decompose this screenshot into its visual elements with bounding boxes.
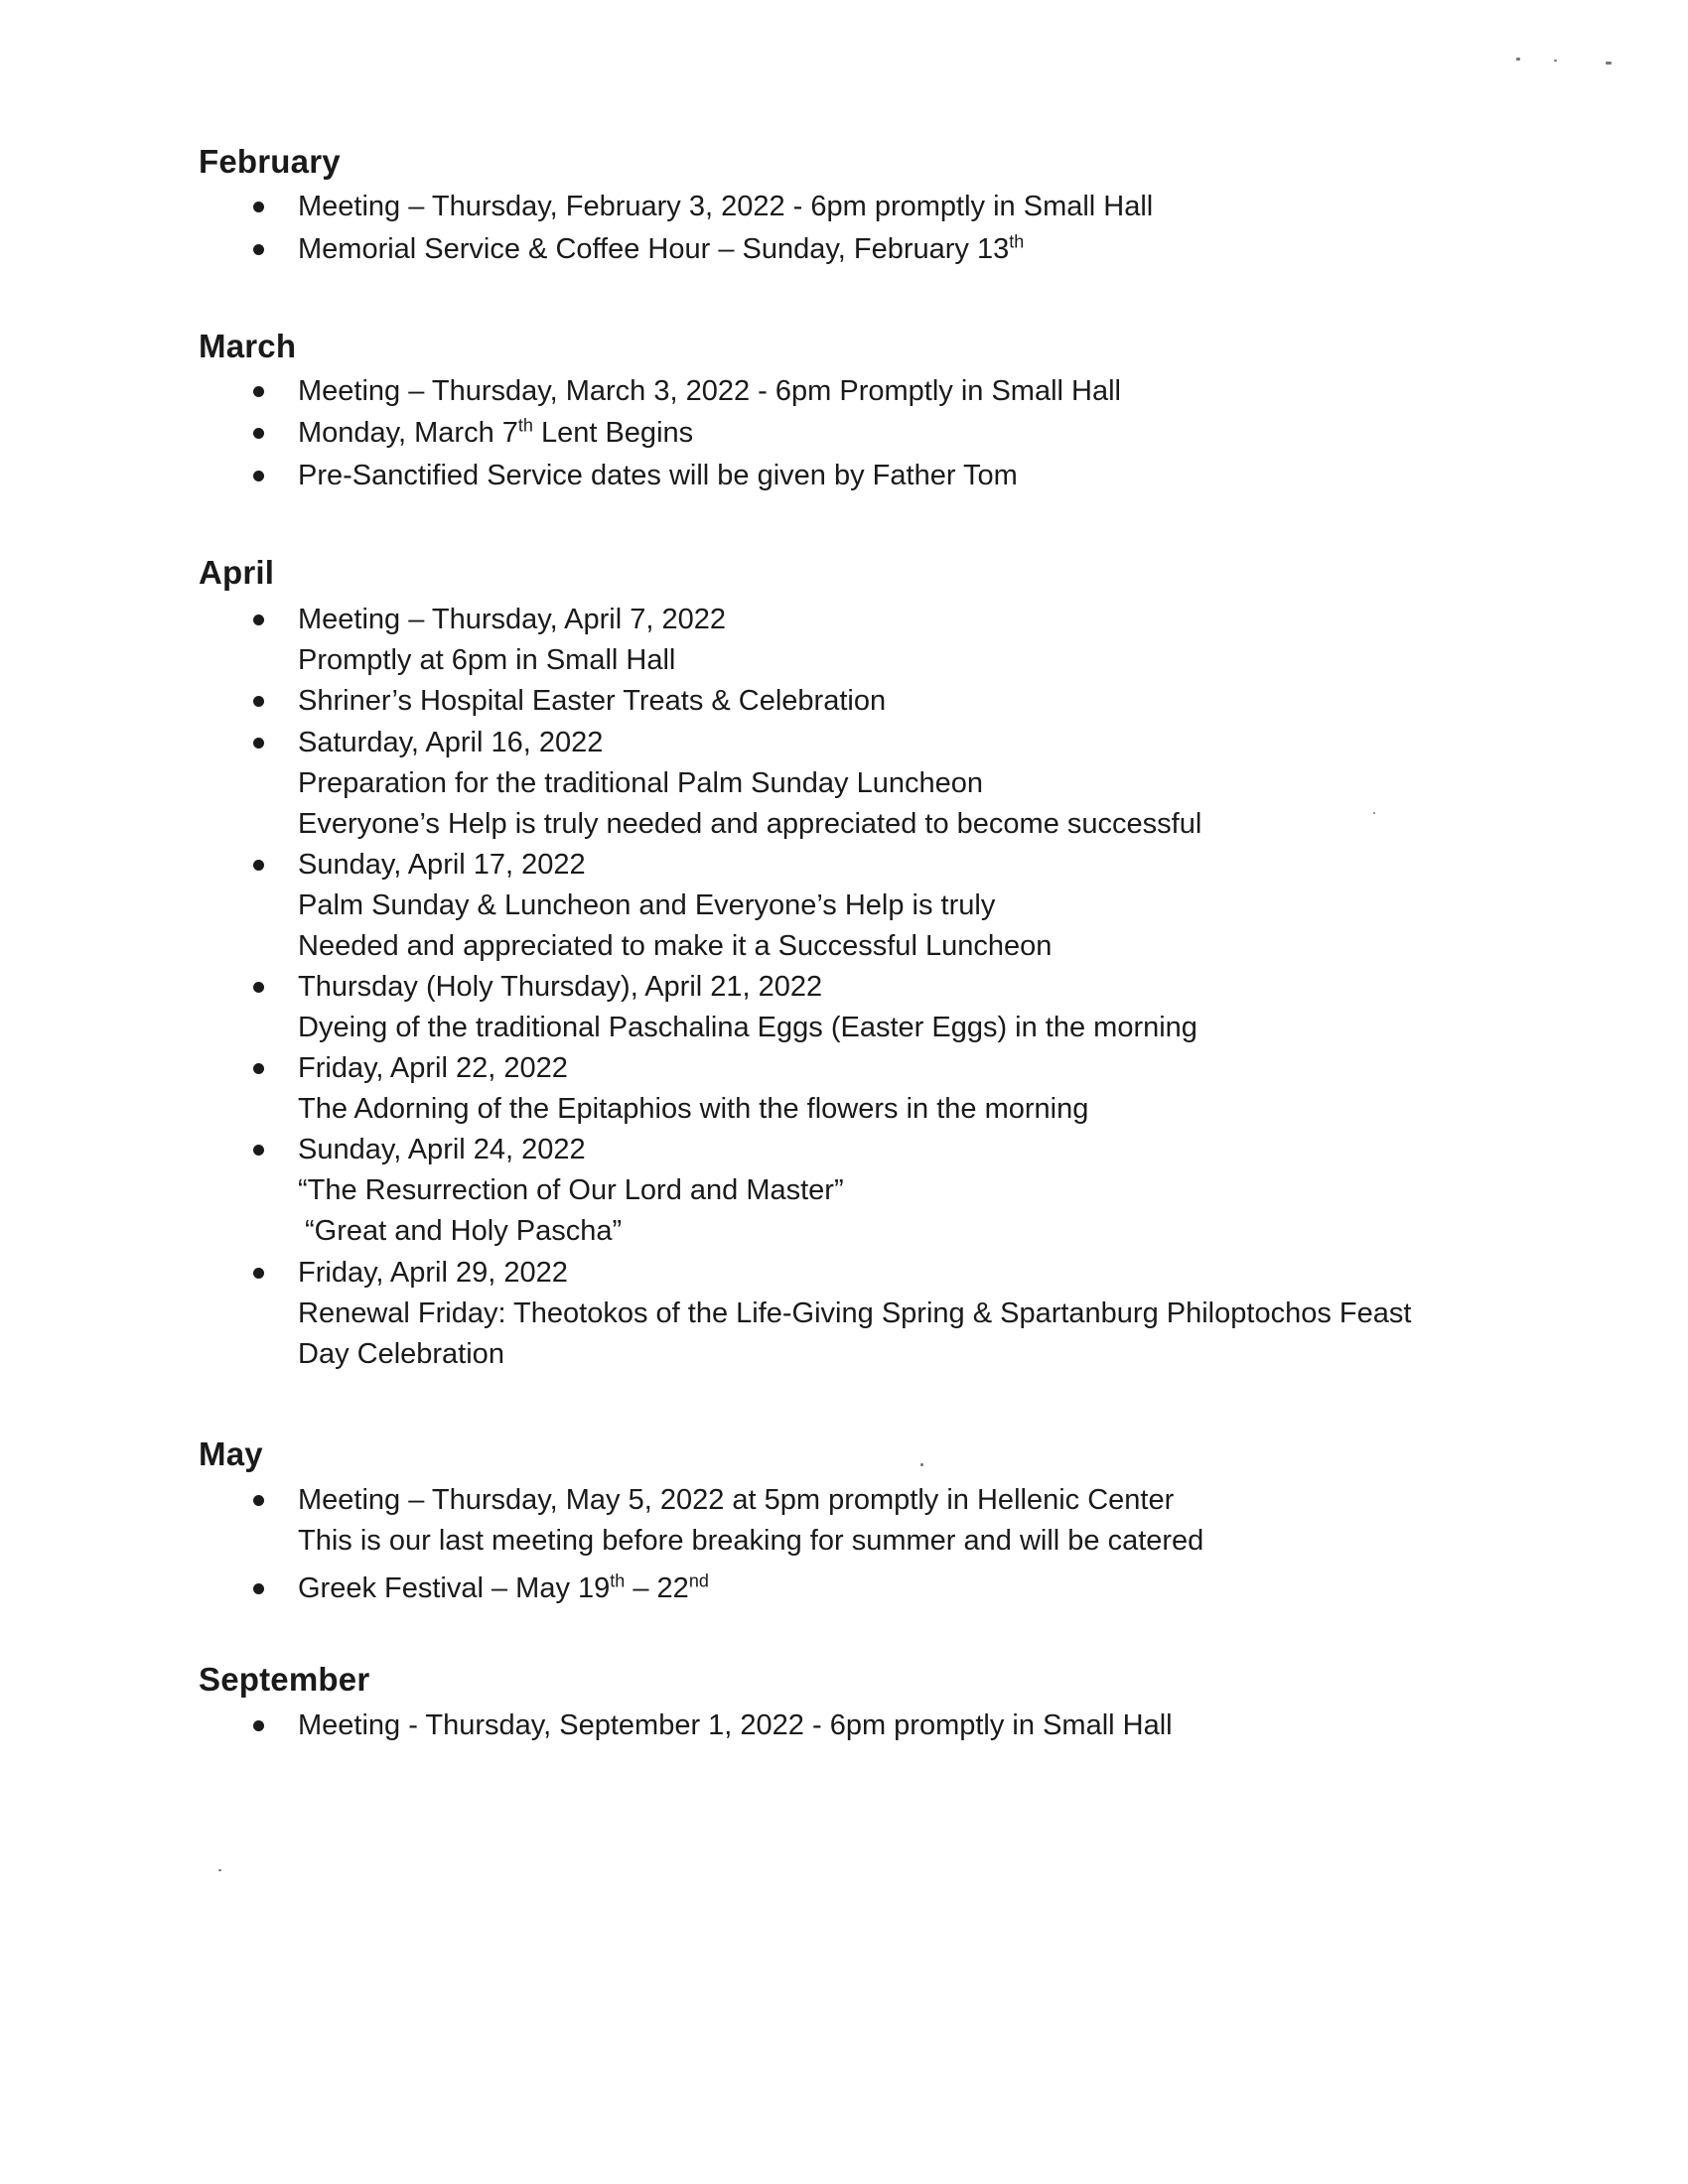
bullet-icon [253,860,264,871]
item-text: Greek Festival – May 19th – 22nd [298,1570,709,1604]
bullet-icon [253,738,264,749]
item-text: Meeting - Thursday, September 1, 2022 - 6pm promptly in Small Hall [298,1709,1173,1741]
bullet-icon [253,1063,264,1074]
item-text: Pre-Sanctified Service dates will be given by Father Tom [298,460,1018,491]
item-text: Monday, March 7th Lent Begins [298,415,694,449]
item-text: Friday, April 22, 2022 [298,1052,568,1084]
item-detail: Dyeing of the traditional Paschalina Eggs (Easter Eggs) in the morning [298,1012,1197,1043]
item-text: Meeting – Thursday, February 3, 2022 - 6pm promptly in Small Hall [298,191,1154,222]
item-text: Shriner’s Hospital Easter Treats & Celebration [298,685,887,717]
bullet-icon [253,471,264,481]
list-item [298,681,1549,722]
list-item [298,371,1549,412]
list-item [298,1130,1549,1252]
list-item [298,413,1549,454]
list-item [298,967,1549,1048]
scan-speck [218,1869,221,1871]
bullet-icon [253,244,264,255]
bullet-icon [253,1145,264,1156]
bullet-icon [253,696,264,707]
list-item [298,1048,1549,1130]
item-detail: “The Resurrection of Our Lord and Master” [298,1174,844,1206]
scan-speck [1516,58,1520,61]
list-item [298,229,1549,270]
item-text: Sunday, April 24, 2022 [298,1134,586,1165]
item-text: Friday, April 29, 2022 [298,1257,568,1289]
item-text: Meeting – Thursday, March 3, 2022 - 6pm Promptly in Small Hall [298,375,1121,407]
item-detail: Day Celebration [298,1338,504,1370]
month-heading-september: September [199,1661,370,1698]
month-heading-may: May [199,1435,263,1472]
list-item [298,1253,1549,1375]
month-heading-april: April [199,554,275,591]
bullet-icon [253,614,264,625]
item-text: Thursday (Holy Thursday), April 21, 2022 [298,971,823,1003]
item-detail: This is our last meeting before breaking for summer and will be catered [298,1525,1204,1557]
list-item [298,600,1549,681]
item-text: Sunday, April 17, 2022 [298,849,586,881]
list-item [298,456,1549,496]
item-detail: Promptly at 6pm in Small Hall [298,644,676,676]
item-detail: The Adorning of the Epitaphios with the flowers in the morning [298,1093,1089,1125]
item-detail: Preparation for the traditional Palm Sunday Luncheon [298,767,983,799]
list-item [298,1480,1549,1562]
bullet-icon [253,386,264,397]
item-detail: Needed and appreciated to make it a Successful Luncheon [298,930,1053,962]
item-detail: “Great and Holy Pascha” [305,1215,623,1247]
item-text: Saturday, April 16, 2022 [298,727,604,758]
item-detail: Renewal Friday: Theotokos of the Life-Giving Spring & Spartanburg Philoptochos Feast [298,1297,1412,1329]
item-text: Meeting – Thursday, April 7, 2022 [298,604,726,635]
bullet-icon [253,1720,264,1731]
bullet-icon [253,202,264,212]
item-text: Memorial Service & Coffee Hour – Sunday, February 13th [298,231,1025,265]
list-item [298,187,1549,227]
month-heading-march: March [199,328,297,364]
list-item [298,845,1549,967]
bullet-icon [253,428,264,439]
item-detail: Palm Sunday & Luncheon and Everyone’s Help is truly [298,889,996,921]
month-heading-february: February [199,143,341,180]
scan-speck [1606,62,1612,65]
bullet-icon [253,1583,264,1594]
bullet-icon [253,1268,264,1279]
bullet-icon [253,1495,264,1506]
scan-speck [1554,60,1557,62]
list-item [298,1706,1549,1746]
scan-speck [920,1463,923,1466]
bullet-icon [253,982,264,993]
list-item [298,723,1549,845]
list-item [298,1569,1549,1609]
item-text: Meeting – Thursday, May 5, 2022 at 5pm promptly in Hellenic Center [298,1484,1175,1516]
item-detail: Everyone’s Help is truly needed and appreciated to become successful [298,808,1202,840]
